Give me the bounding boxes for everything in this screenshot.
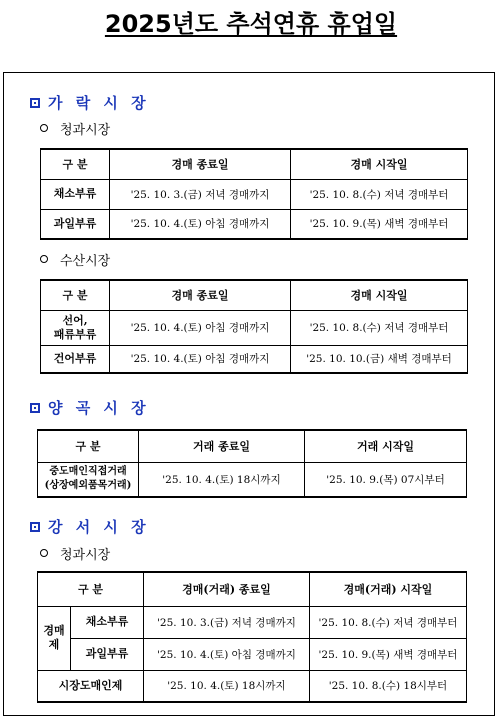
table-row bbox=[41, 179, 468, 209]
end-date-cell: '25. 10. 4.(토) 18시까지 bbox=[139, 462, 305, 497]
circle-bullet-icon bbox=[40, 549, 48, 557]
table-header-row bbox=[38, 430, 467, 462]
section-yanggok-title: 양 곡 시 장 bbox=[48, 399, 150, 417]
row-label: 과일부류 bbox=[41, 209, 110, 239]
subsection-garak-susan bbox=[40, 250, 110, 269]
end-date-cell: '25. 10. 4.(토) 아침 경매까지 bbox=[110, 345, 291, 373]
header-category: 구 분 bbox=[41, 280, 110, 310]
start-date-cell: '25. 10. 8.(수) 18시부터 bbox=[309, 670, 466, 702]
end-date-cell: '25. 10. 4.(토) 아침 경매까지 bbox=[110, 209, 291, 239]
start-date-cell: '25. 10. 9.(목) 새벽 경매부터 bbox=[309, 638, 466, 670]
row-label: 과일부류 bbox=[71, 638, 144, 670]
table-row bbox=[38, 638, 467, 670]
row-label: 건어부류 bbox=[41, 345, 110, 373]
header-end-date: 거래 종료일 bbox=[139, 430, 305, 462]
subsection-garak-cheonggwa bbox=[40, 119, 110, 138]
row-label bbox=[41, 310, 110, 345]
start-date-cell: '25. 10. 9.(목) 새벽 경매부터 bbox=[291, 209, 468, 239]
start-date-cell: '25. 10. 8.(수) 저녁 경매부터 bbox=[291, 179, 468, 209]
table-gangseo bbox=[37, 571, 467, 703]
square-bullet-icon bbox=[30, 403, 40, 413]
subsection-gangseo-cheonggwa bbox=[40, 544, 110, 563]
table-row bbox=[41, 345, 468, 373]
circle-bullet-icon bbox=[40, 124, 48, 132]
section-garak bbox=[30, 92, 150, 113]
end-date-cell: '25. 10. 4.(토) 아침 경매까지 bbox=[110, 310, 291, 345]
table-header-row bbox=[41, 149, 468, 179]
start-date-cell: '25. 10. 8.(수) 저녁 경매부터 bbox=[291, 310, 468, 345]
section-gangseo bbox=[30, 516, 150, 537]
start-date-cell: '25. 10. 8.(수) 저녁 경매부터 bbox=[309, 606, 466, 638]
subsection-title: 청과시장 bbox=[60, 123, 111, 138]
header-start-date: 경매(거래) 시작일 bbox=[309, 572, 466, 606]
row-label: 채소부류 bbox=[71, 606, 144, 638]
row-label: 채소부류 bbox=[41, 179, 110, 209]
table-garak-susan bbox=[40, 279, 468, 374]
header-start-date: 경매 시작일 bbox=[291, 149, 468, 179]
end-date-cell: '25. 10. 3.(금) 저녁 경매까지 bbox=[143, 606, 309, 638]
header-category: 구 분 bbox=[38, 430, 139, 462]
table-header-row bbox=[41, 280, 468, 310]
header-end-date: 경매 종료일 bbox=[110, 149, 291, 179]
header-end-date: 경매 종료일 bbox=[110, 280, 291, 310]
group-label bbox=[38, 606, 71, 670]
subsection-title: 수산시장 bbox=[60, 254, 111, 269]
end-date-cell: '25. 10. 4.(토) 아침 경매까지 bbox=[143, 638, 309, 670]
header-end-date: 경매(거래) 종료일 bbox=[143, 572, 309, 606]
table-row bbox=[41, 209, 468, 239]
table-yanggok bbox=[37, 429, 467, 498]
row-label: 시장도매인제 bbox=[38, 670, 144, 702]
circle-bullet-icon bbox=[40, 255, 48, 263]
header-start-date: 거래 시작일 bbox=[305, 430, 467, 462]
group-label-line1: 경매 bbox=[43, 624, 65, 637]
section-garak-title: 가 락 시 장 bbox=[48, 94, 150, 112]
table-row bbox=[38, 606, 467, 638]
start-date-cell: '25. 10. 9.(목) 07시부터 bbox=[305, 462, 467, 497]
row-label-line1: 중도매인직접거래 bbox=[49, 466, 127, 478]
table-row bbox=[38, 670, 467, 702]
section-gangseo-title: 강 서 시 장 bbox=[48, 518, 150, 536]
group-label-line2: 제 bbox=[48, 638, 60, 651]
row-label-line2: 패류부류 bbox=[53, 327, 97, 341]
header-category: 구 분 bbox=[38, 572, 144, 606]
header-start-date: 경매 시작일 bbox=[291, 280, 468, 310]
page-title-text: 2025년도 추석연휴 휴업일 bbox=[104, 10, 398, 38]
section-yanggok bbox=[30, 397, 150, 418]
square-bullet-icon bbox=[30, 98, 40, 108]
end-date-cell: '25. 10. 3.(금) 저녁 경매까지 bbox=[110, 179, 291, 209]
table-row bbox=[38, 462, 467, 497]
end-date-cell: '25. 10. 4.(토) 18시까지 bbox=[143, 670, 309, 702]
row-label-line2: (상장예외품목거래) bbox=[44, 480, 132, 492]
header-category: 구 분 bbox=[41, 149, 110, 179]
table-row bbox=[41, 310, 468, 345]
subsection-title: 청과시장 bbox=[60, 548, 111, 563]
table-header-row bbox=[38, 572, 467, 606]
start-date-cell: '25. 10. 10.(금) 새벽 경매부터 bbox=[291, 345, 468, 373]
table-garak-cheonggwa bbox=[40, 148, 468, 240]
square-bullet-icon bbox=[30, 522, 40, 532]
row-label bbox=[38, 462, 139, 497]
row-label-line1: 선어, bbox=[62, 313, 88, 327]
page-title bbox=[0, 4, 502, 39]
